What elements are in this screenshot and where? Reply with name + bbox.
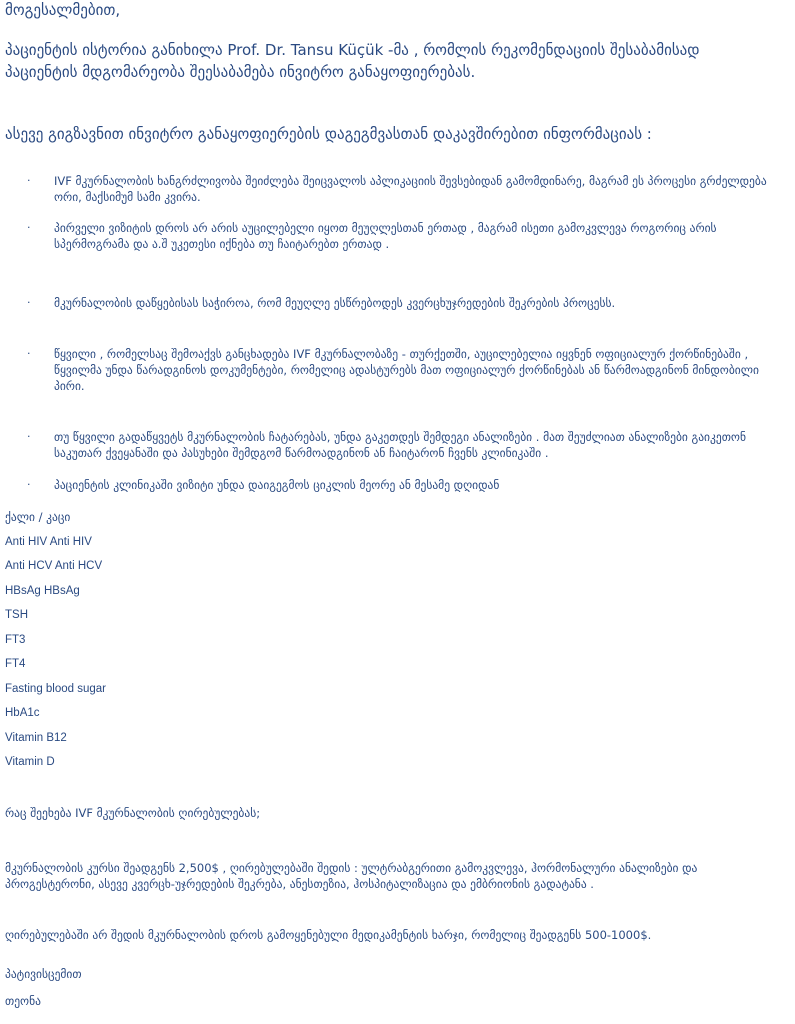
test-item: Vitamin B12 <box>5 731 67 744</box>
test-item: FT4 <box>5 658 26 670</box>
test-item: TSH <box>5 609 28 621</box>
cost-paragraph: მკურნალობის კურსი შეადგენს 2,500$ , ღირებულებაში შედის : ულტრაბგერითი გამოკვლევა, ჰორმონალური ანალიზები და პროგესტერონი, ასევე კვერცხ-უჯრედების შეკრება, ანესთეზია, ჰოსპიტალიზაცია და ემბრიონის გადატანა . <box>5 861 698 891</box>
test-item: Fasting blood sugar <box>5 682 107 695</box>
bullet-text: თუ წყვილი გადაწყვეტს მკურნალობის ჩატარებას, უნდა გაკეთდეს შემდეგი ანალიზები . მათ შეუძლიათ ანალიზები გაიკეთონ საკუთარ ქვეყანაში და პასუხები შემდგომ წარმოადგინონ ან ჩაიტარონ ჩვენს კლინიკაში . <box>54 430 746 460</box>
test-list <box>5 509 106 779</box>
test-list-header: ქალი / კაცი <box>5 510 71 524</box>
info-heading: ასევე გიგზავნით ინვიტრო განაყოფიერების დაგეგმვასთან დაკავშირებით ინფორმაციას : <box>5 125 652 143</box>
test-item: Anti HCV Anti HCV <box>5 560 103 572</box>
bullet-text: პირველი ვიზიტის დროს არ არის აუცილებელი იყოთ მეუღლესთან ერთად , მაგრამ ისეთი გამოკვლევა როგორიც არის სპერმოგრამა და ა.შ უკეთესი იქნება თუ ჩაიტარებთ ერთად . <box>54 221 717 251</box>
test-item: HBsAg HBsAg <box>5 584 80 597</box>
bullet-marker: · <box>27 430 31 443</box>
test-item: Anti HIV Anti HIV <box>5 535 92 548</box>
bullet-marker: · <box>27 221 31 234</box>
test-item: HbA1c <box>5 707 40 719</box>
bullet-marker: · <box>27 347 31 360</box>
bullet-marker: · <box>27 478 31 491</box>
signature-name: თეონა <box>5 994 41 1008</box>
intro-paragraph: პაციენტის ისტორია განიხილა Prof. Dr. Tansu Küçük -მა , რომლის რეკომენდაციის შესაბამისად პაციენტის მდგომარეობა შეესაბამება ინვიტრო განაყოფიერებას. <box>5 41 700 81</box>
bullet-marker: · <box>27 174 31 187</box>
cost-title: რაც შეეხება IVF მკურნალობის ღირებულებას; <box>5 806 261 820</box>
greeting: მოგესალმებით, <box>5 1 121 19</box>
exclusion-paragraph: ღირებულებაში არ შედის მკურნალობის დროს გამოყენებული მედიკამენტის ხარჯი, რომელიც შეადგენს 500-1000$. <box>5 928 652 942</box>
bullet-text: მკურნალობის დაწყებისას საჭიროა, რომ მეუღლე ესწრებოდეს კვერცხუჯრედების შეკრების პროცესს. <box>54 296 616 310</box>
test-item: FT3 <box>5 633 26 646</box>
closing-regards: პატივისცემით <box>5 967 82 981</box>
bullet-text: პაციენტის კლინიკაში ვიზიტი უნდა დაიგეგმოს ციკლის მეორე ან მესამე დღიდან <box>54 478 500 492</box>
bullet-text: IVF მკურნალობის ხანგრძლივობა შეიძლება შეიცვალოს აპლიკაციის შევსებიდან გამომდინარე, მაგრამ ეს პროცესი გრძელდება ორი, მაქსიმუმ სამი კვირა. <box>54 174 767 204</box>
bullet-marker: · <box>27 296 31 309</box>
test-item: Vitamin D <box>5 756 55 768</box>
bullet-text: წყვილი , რომელსაც შემოაქვს განცხადება IVF მკურნალობაზე - თურქეთში, აუცილებელია იყვნენ ოფიციალურ ქორწინებაში , წყვილმა უნდა წარადგინოს დოკუმენტები, რომელიც ადასტურებს მათ ოფიციალურ ქორწინებას ან წარმოადგინონ მინდობილი პირი. <box>54 347 759 393</box>
